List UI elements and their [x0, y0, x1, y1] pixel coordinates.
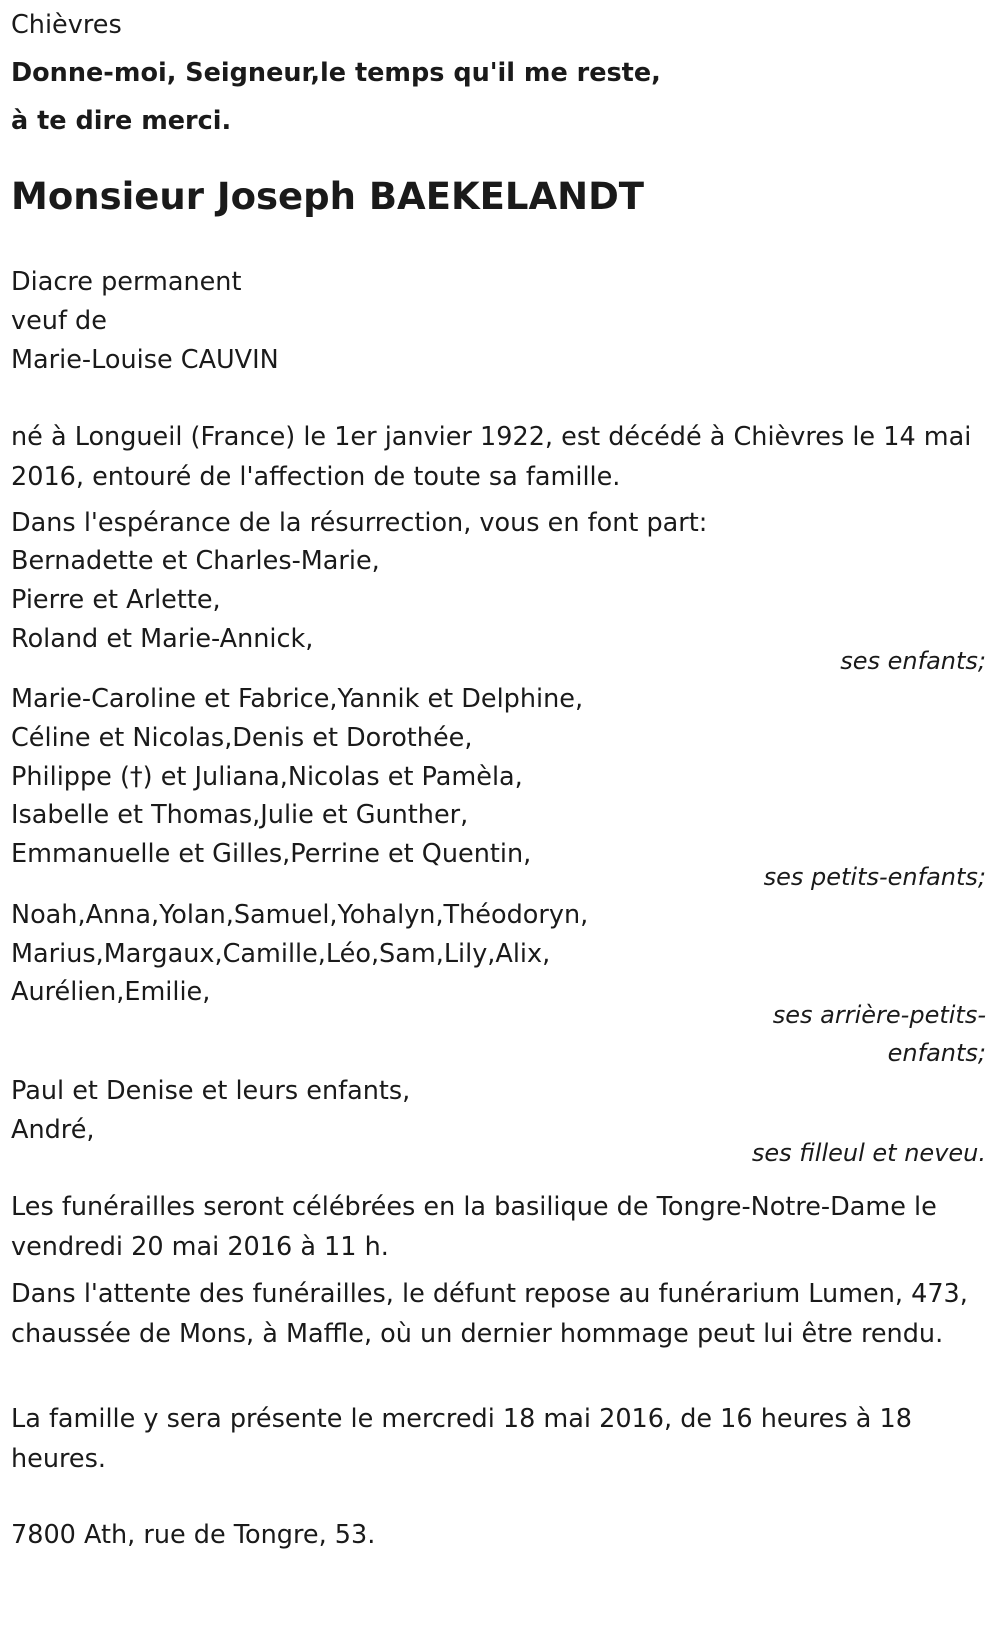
verse-line-2: à te dire merci. [11, 106, 232, 136]
spouse-name: Marie-Louise CAUVIN [11, 345, 279, 375]
child-line: Pierre et Arlette, [11, 585, 221, 615]
presence-paragraph: La famille y sera présente le mercredi 18 mai 2016, de 16 heures à 18 heures. [11, 1404, 912, 1474]
verse-line-1: Donne-moi, Seigneur,le temps qu'il me reste, [11, 58, 661, 88]
birth-death-paragraph: né à Longueil (France) le 1er janvier 1922, est décédé à Chièvres le 14 mai 2016, entouré de l'affection de toute sa famille. [11, 422, 972, 492]
grandchild-line: Marie-Caroline et Fabrice,Yannik et Delphine, [11, 684, 584, 714]
great-grandchild-line: Marius,Margaux,Camille,Léo,Sam,Lily,Alix, [11, 939, 551, 969]
title-line-1: Diacre permanent [11, 267, 242, 297]
child-line: Roland et Marie-Annick, [11, 624, 314, 654]
child-line: Bernadette et Charles-Marie, [11, 546, 380, 576]
godchild-line: André, [11, 1115, 95, 1145]
funeral-paragraph: Les funérailles seront célébrées en la basilique de Tongre-Notre-Dame le vendredi 20 mai 2016 à 11 h. [11, 1192, 937, 1262]
grandchild-line: Emmanuelle et Gilles,Perrine et Quentin, [11, 839, 532, 869]
grandchild-line: Céline et Nicolas,Denis et Dorothée, [11, 723, 473, 753]
announce-line: Dans l'espérance de la résurrection, vous en font part: [11, 508, 708, 538]
address-line: 7800 Ath, rue de Tongre, 53. [11, 1520, 376, 1550]
godchild-line: Paul et Denise et leurs enfants, [11, 1076, 411, 1106]
grandchildren-label: ses petits-enfants; [763, 863, 986, 891]
great-grandchildren-label-1: ses arrière-petits- [772, 1001, 986, 1029]
great-grandchildren-label-2: enfants; [887, 1039, 986, 1067]
godchildren-label: ses filleul et neveu. [751, 1139, 986, 1167]
grandchild-line: Isabelle et Thomas,Julie et Gunther, [11, 800, 469, 830]
place-line: Chièvres [11, 10, 122, 40]
great-grandchild-line: Noah,Anna,Yolan,Samuel,Yohalyn,Théodoryn, [11, 900, 589, 930]
children-label: ses enfants; [840, 647, 986, 675]
deceased-name: Monsieur Joseph BAEKELANDT [11, 175, 645, 218]
grandchild-line: Philippe (†) et Juliana,Nicolas et Pamèla, [11, 762, 523, 792]
great-grandchild-line: Aurélien,Emilie, [11, 977, 211, 1007]
repose-paragraph: Dans l'attente des funérailles, le défunt repose au funérarium Lumen, 473, chaussée de Mons, à Maffle, où un dernier hommage peut lui être rendu. [11, 1279, 968, 1349]
title-line-2: veuf de [11, 306, 107, 336]
